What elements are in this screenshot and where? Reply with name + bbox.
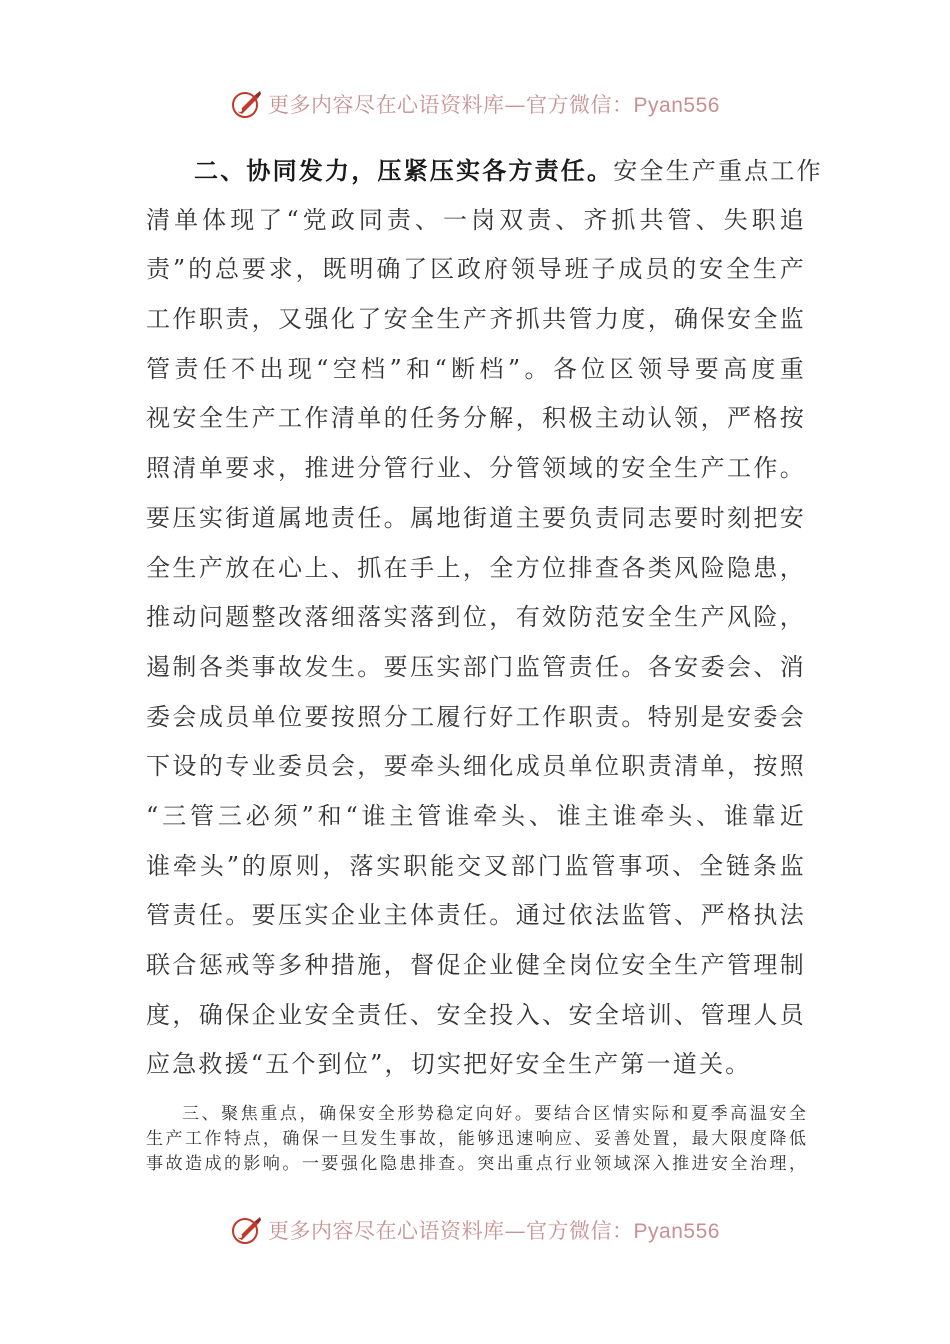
- pen-logo-icon: [230, 87, 264, 121]
- paragraph-line: 遏制各类事故发生。要压实部门监管责任。各安委会、消: [146, 652, 806, 681]
- paragraph-line: 要压实街道属地责任。属地街道主要负责同志要时刻把安: [146, 503, 806, 532]
- paragraph-line: 清单体现了“党政同责、一岗双责、齐抓共管、失职追: [146, 205, 806, 234]
- paragraph-line: 下设的专业委员会，要牵头细化成员单位职责清单，按照: [146, 752, 806, 781]
- paragraph-line: 三、聚焦重点，确保安全形势稳定向好。要结合区情实际和夏季高温安全: [182, 1104, 806, 1124]
- top-banner: [0, 84, 950, 124]
- paragraph-line: 责”的总要求，既明确了区政府领导班子成员的安全生产: [146, 255, 806, 284]
- paragraph-line: 全生产放在心上、抓在手上，全方位排查各类风险隐患，: [146, 553, 806, 582]
- banner-text-cn: 更多内容尽在心语资料库—官方微信：: [268, 93, 634, 117]
- paragraph-line: 生产工作特点，确保一旦发生事故，能够迅速响应、妥善处置，最大限度降低: [146, 1129, 806, 1149]
- paragraph-line: 联合惩戒等多种措施，督促企业健全岗位安全生产管理制: [146, 951, 806, 979]
- banner-text: [268, 1215, 720, 1245]
- paragraph-line: 视安全生产工作清单的任务分解，积极主动认领，严格按: [146, 404, 806, 433]
- paragraph-line: 管责任。要压实企业主体责任。通过依法监管、严格执法: [146, 901, 806, 930]
- paragraph-line-text: 安全生产重点工作: [613, 157, 823, 185]
- banner-wechat-id: Pyan556: [633, 94, 720, 117]
- banner-wechat-id: Pyan556: [633, 1220, 720, 1243]
- paragraph-line: 事故造成的影响。一要强化隐患排查。突出重点行业领域深入推进安全治理，: [146, 1154, 806, 1174]
- pen-logo-icon: [230, 1213, 264, 1247]
- paragraph-line: 谁牵头”的原则，落实职能交叉部门监管事项、全链条监: [146, 851, 806, 880]
- banner-text: [268, 89, 720, 119]
- bottom-banner: [0, 1210, 950, 1250]
- paragraph-line: 照清单要求，推进分管行业、分管领域的安全生产工作。: [146, 454, 806, 483]
- paragraph-line: 委会成员单位要按照分工履行好工作职责。特别是安委会: [146, 702, 806, 731]
- paragraph-line: “三管三必须”和“谁主管谁牵头、谁主谁牵头、谁靠近: [146, 801, 806, 830]
- banner-text-cn: 更多内容尽在心语资料库—官方微信：: [268, 1219, 634, 1243]
- section-three-paragraph: [146, 1102, 806, 1177]
- paragraph-line: 推动问题整改落细落实落到位，有效防范安全生产风险，: [146, 603, 806, 632]
- paragraph-line: 工作职责，又强化了安全生产齐抓共管力度，确保安全监: [146, 305, 806, 334]
- paragraph-line: [146, 146, 823, 196]
- paragraph-line: 应急救援“五个到位”，切实把好安全生产第一道关。: [146, 1050, 752, 1079]
- section-two-heading: 二、协同发力，压紧压实各方责任。: [194, 156, 614, 185]
- paragraph-line: 管责任不出现“空档”和“断档”。各位区领导要高度重: [146, 354, 806, 383]
- paragraph-line: 度，确保企业安全责任、安全投入、安全培训、管理人员: [146, 1000, 806, 1029]
- section-two-paragraph: [146, 146, 823, 1090]
